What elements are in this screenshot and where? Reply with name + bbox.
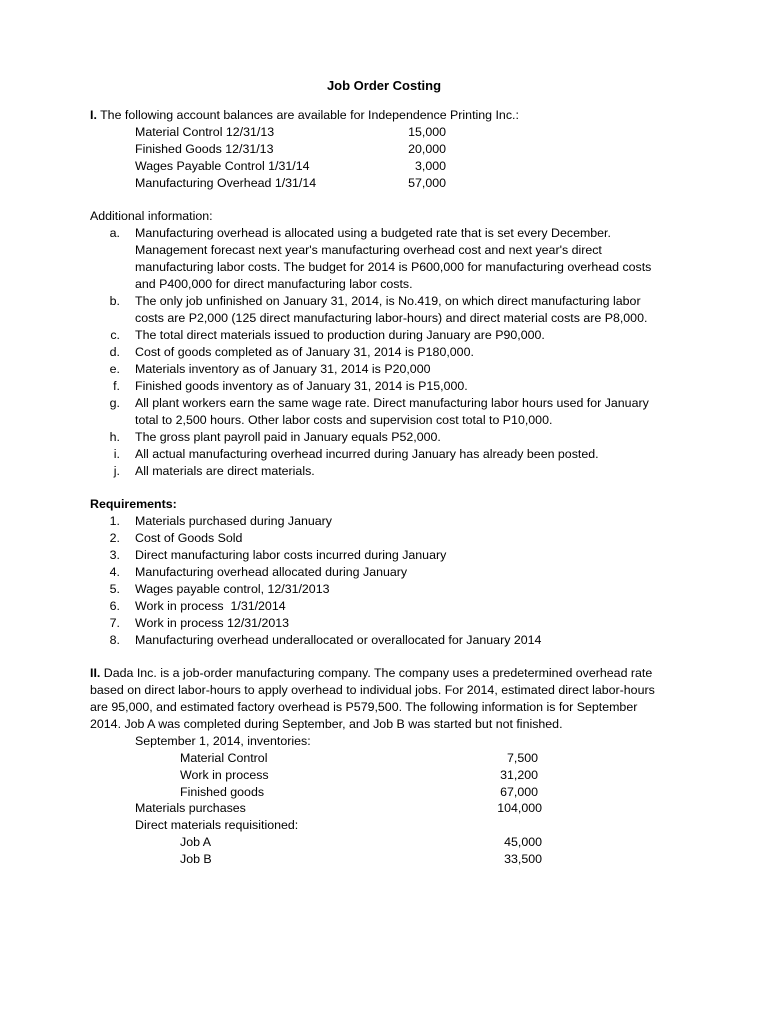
list-marker: 6.	[109, 599, 120, 613]
list-marker: f.	[113, 379, 120, 393]
item-text: Materials purchased during January	[135, 514, 332, 528]
item-line: All plant workers earn the same wage rate. Direct manufacturing labor hours used for January	[135, 396, 649, 410]
list-item	[90, 429, 680, 446]
list-item	[90, 615, 680, 632]
list-marker: g.	[109, 396, 120, 410]
list-item	[90, 446, 680, 463]
item-line: manufacturing labor costs. The budget for 2014 is P600,000 for manufacturing overhead costs	[135, 260, 652, 274]
item-line: and P400,000 for direct manufacturing labor costs.	[135, 277, 413, 291]
list-marker: i.	[113, 447, 120, 461]
purchases-label: Materials purchases	[135, 801, 246, 815]
list-item	[90, 564, 680, 581]
list-item	[90, 378, 680, 395]
list-marker: 2.	[109, 531, 120, 545]
list-marker: a.	[109, 226, 120, 240]
inventory-value: 31,200	[500, 768, 538, 782]
list-item	[90, 513, 680, 530]
list-item	[90, 344, 680, 361]
additional-list	[90, 225, 680, 480]
list-marker: 3.	[109, 548, 120, 562]
list-item	[90, 530, 680, 547]
item-line: Finished goods inventory as of January 31, 2014 is P15,000.	[135, 379, 468, 393]
inventory-label: Work in process	[180, 768, 269, 782]
inventories-heading: September 1, 2014, inventories:	[135, 734, 311, 748]
part2-line	[90, 665, 652, 682]
item-line: All materials are direct materials.	[135, 464, 315, 478]
item-line: The total direct materials issued to production during January are P90,000.	[135, 328, 545, 342]
part2-paragraph-line: based on direct labor-hours to apply overhead to individual jobs. For 2014, estimated direct labor-hours	[90, 683, 655, 697]
item-line: Cost of goods completed as of January 31, 2014 is P180,000.	[135, 345, 474, 359]
item-text: Manufacturing overhead allocated during January	[135, 565, 408, 579]
purchases-value: 104,000	[497, 801, 542, 815]
list-marker: 7.	[109, 616, 120, 630]
additional-heading: Additional information:	[90, 209, 213, 223]
part1-intro-text: The following account balances are available for Independence Printing Inc.:	[100, 108, 519, 122]
balance-label: Material Control 12/31/13	[135, 125, 275, 139]
inventory-label: Material Control	[180, 751, 268, 765]
balance-value: 20,000	[408, 142, 446, 156]
requirements-list	[90, 513, 680, 649]
job-label: Job B	[180, 852, 212, 866]
part2-paragraph-line: are 95,000, and estimated factory overhead is P579,500. The following information is for September	[90, 700, 638, 714]
list-item	[90, 463, 680, 480]
item-text: Direct manufacturing labor costs incurred during January	[135, 548, 447, 562]
inventory-value: 7,500	[506, 751, 538, 765]
item-text: Manufacturing overhead underallocated or overallocated for January 2014	[135, 633, 542, 647]
list-item	[90, 327, 680, 344]
item-line: total to 2,500 hours. Other labor costs and supervision cost total to P10,000.	[135, 413, 553, 427]
item-text: Cost of Goods Sold	[135, 531, 243, 545]
list-item	[90, 293, 680, 327]
item-text: Work in process 1/31/2014	[135, 599, 286, 613]
item-line: The only job unfinished on January 31, 2014, is No.419, on which direct manufacturing labor	[135, 294, 641, 308]
balance-value: 3,000	[414, 159, 446, 173]
list-item	[90, 598, 680, 615]
part1-numeral: I.	[90, 108, 97, 122]
list-item	[90, 361, 680, 378]
item-line: Manufacturing overhead is allocated using a budgeted rate that is set every December.	[135, 226, 611, 240]
list-item	[90, 225, 680, 293]
list-item	[90, 395, 680, 429]
job-value: 45,000	[504, 835, 542, 849]
item-line: Materials inventory as of January 31, 2014 is P20,000	[135, 362, 431, 376]
requirements-heading: Requirements:	[90, 497, 177, 511]
balance-label: Wages Payable Control 1/31/14	[135, 159, 310, 173]
part2-paragraph-line: Dada Inc. is a job-order manufacturing company. The company uses a predetermined overhead rate	[103, 666, 653, 680]
list-item	[90, 547, 680, 564]
item-text: Work in process 12/31/2013	[135, 616, 290, 630]
list-marker: j.	[113, 464, 120, 478]
document-title: Job Order Costing	[326, 78, 442, 93]
part2-numeral: II.	[90, 666, 101, 680]
list-marker: 4.	[109, 565, 120, 579]
item-line: All actual manufacturing overhead incurred during January has already been posted.	[135, 447, 599, 461]
job-label: Job A	[180, 835, 212, 849]
part1-intro	[90, 107, 519, 124]
list-marker: e.	[109, 362, 120, 376]
inventory-value: 67,000	[500, 785, 538, 799]
list-marker: d.	[109, 345, 120, 359]
part2-paragraph-line: 2014. Job A was completed during September, and Job B was started but not finished.	[90, 717, 563, 731]
list-item	[90, 632, 680, 649]
list-marker: h.	[109, 430, 120, 444]
item-line: Management forecast next year's manufacturing overhead cost and next year's direct	[135, 243, 602, 257]
list-marker: 5.	[109, 582, 120, 596]
job-value: 33,500	[504, 852, 542, 866]
list-marker: b.	[109, 294, 120, 308]
inventory-label: Finished goods	[180, 785, 265, 799]
balance-label: Finished Goods 12/31/13	[135, 142, 274, 156]
list-item	[90, 581, 680, 598]
item-line: costs are P2,000 (125 direct manufacturing labor-hours) and direct material costs are P8,000.	[135, 311, 648, 325]
list-marker: 8.	[109, 633, 120, 647]
balance-label: Manufacturing Overhead 1/31/14	[135, 176, 317, 190]
list-marker: 1.	[109, 514, 120, 528]
balance-value: 15,000	[408, 125, 446, 139]
balance-value: 57,000	[408, 176, 446, 190]
list-marker: c.	[110, 328, 120, 342]
requisitioned-heading: Direct materials requisitioned:	[135, 818, 299, 832]
item-line: The gross plant payroll paid in January equals P52,000.	[135, 430, 441, 444]
item-text: Wages payable control, 12/31/2013	[135, 582, 330, 596]
